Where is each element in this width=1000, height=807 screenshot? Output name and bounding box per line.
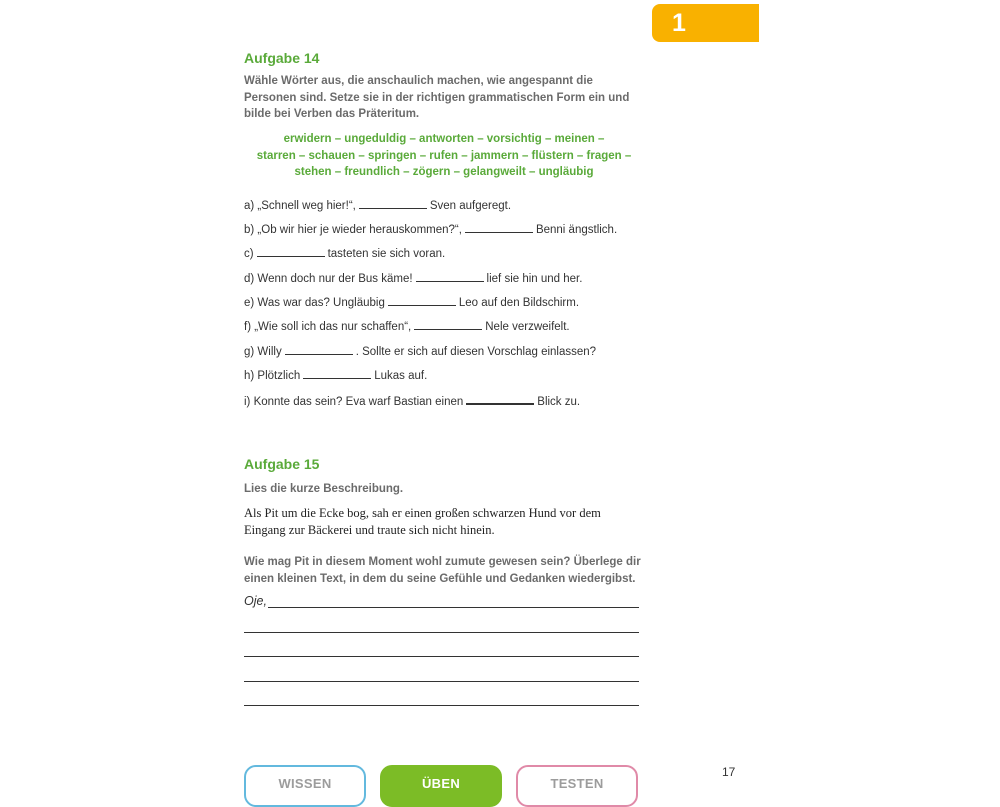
- exercise-text: Sven aufgeregt.: [429, 200, 512, 212]
- exercise-text: . Sollte er sich auf diesen Vorschlag einlassen?: [355, 346, 597, 358]
- exercise-text: h) Plötzlich: [244, 370, 301, 382]
- exercise-item-d: [244, 270, 582, 287]
- exercise-text: Lukas auf.: [374, 370, 428, 382]
- answer-blank[interactable]: [303, 367, 371, 379]
- writing-line[interactable]: [268, 607, 639, 608]
- answer-blank[interactable]: [416, 270, 484, 282]
- word-bank-line: stehen – freundlich – zögern – gelangweilt – ungläubig: [294, 166, 594, 178]
- answer-blank[interactable]: [414, 318, 482, 330]
- answer-blank[interactable]: [359, 197, 427, 209]
- exercise-item-g: [244, 343, 596, 360]
- word-bank-line: erwidern – ungeduldig – antworten – vorsichtig – meinen –: [283, 133, 605, 145]
- exercise-item-a: [244, 197, 511, 214]
- exercise-text: e) Was war das? Ungläubig: [244, 297, 385, 309]
- word-bank: [244, 131, 644, 181]
- exercise-text: d) Wenn doch nur der Bus käme!: [244, 273, 413, 285]
- answer-blank[interactable]: [257, 245, 325, 257]
- answer-blank[interactable]: [465, 221, 533, 233]
- page-number: 17: [722, 765, 736, 779]
- word-bank-line: starren – schauen – springen – rufen – jammern – flüstern – fragen –: [256, 149, 632, 162]
- exercise-item-c: [244, 245, 445, 262]
- testen-tab[interactable]: TESTEN: [516, 765, 638, 807]
- chapter-tab: 1: [652, 4, 759, 42]
- answer-blank[interactable]: [466, 392, 534, 405]
- exercise-text: Blick zu.: [537, 396, 581, 408]
- task15-writing-instruction: Wie mag Pit in diesem Moment wohl zumute gewesen sein? Überlege dir einen kleinen Text, in dem du seine Gefühle und Gedanken wiedergibst.: [244, 556, 641, 585]
- exercise-item-h: [244, 367, 427, 384]
- exercise-text: Leo auf den Bildschirm.: [458, 297, 580, 309]
- exercise-text: a) „Schnell weg hier!“,: [244, 200, 356, 212]
- answer-blank[interactable]: [388, 294, 456, 306]
- exercise-text: Benni ängstlich.: [535, 224, 618, 236]
- writing-line[interactable]: [244, 705, 639, 706]
- exercise-text: tasteten sie sich voran.: [327, 248, 446, 260]
- answer-start: Oje,: [244, 594, 267, 608]
- task14-instruction: Wähle Wörter aus, die anschaulich machen, wie angespannt die Personen sind. Setze sie in der richtigen grammatischen Form ein und bilde bei Verben das Präteritum.: [244, 75, 630, 120]
- exercise-text: lief sie hin und her.: [486, 273, 583, 285]
- exercise-text: c): [244, 248, 254, 260]
- exercise-item-b: [244, 221, 617, 238]
- writing-line[interactable]: [244, 656, 639, 657]
- ueben-tab[interactable]: ÜBEN: [380, 765, 502, 807]
- exercise-text: Nele verzweifelt.: [485, 321, 570, 333]
- task15-instruction: Lies die kurze Beschreibung.: [244, 483, 404, 495]
- exercise-text: f) „Wie soll ich das nur schaffen“,: [244, 321, 412, 333]
- exercise-text: b) „Ob wir hier je wieder herauskommen?“,: [244, 224, 462, 236]
- exercise-item-f: [244, 318, 570, 335]
- writing-line[interactable]: [244, 681, 639, 682]
- task15-heading: Aufgabe 15: [244, 456, 320, 472]
- exercise-text: i) Konnte das sein? Eva warf Bastian einen: [244, 396, 464, 408]
- wissen-tab[interactable]: WISSEN: [244, 765, 366, 807]
- exercise-text: g) Willy: [244, 346, 282, 358]
- task14-heading: Aufgabe 14: [244, 50, 320, 66]
- exercise-item-e: [244, 294, 579, 311]
- writing-line[interactable]: [244, 632, 639, 633]
- exercise-item-i: [244, 392, 580, 410]
- answer-blank[interactable]: [285, 343, 353, 355]
- description-text: Als Pit um die Ecke bog, sah er einen großen schwarzen Hund vor dem Eingang zur Bäckerei und traute sich nicht hinein.: [244, 506, 601, 537]
